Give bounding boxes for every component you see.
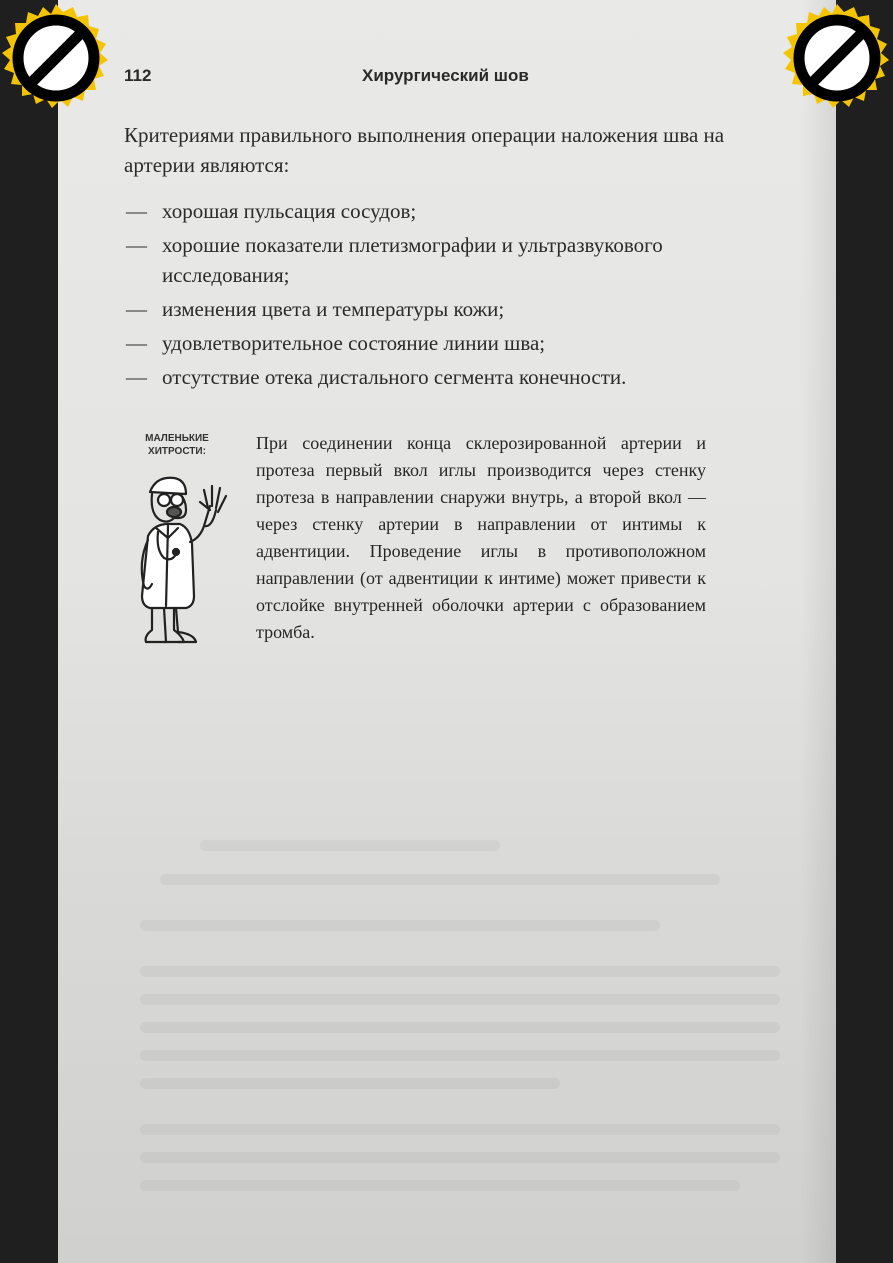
bullet-dash: — (126, 297, 147, 321)
bullet-dash: — (126, 233, 147, 257)
bullet-dash: — (126, 365, 147, 389)
list-item-text: хорошие показатели плетизмографии и ультразвукового исследования; (162, 233, 663, 287)
doctor-cartoon-icon (134, 466, 234, 656)
list-item-text: удовлетворительное состояние линии шва; (162, 331, 546, 355)
tip-label (132, 432, 222, 458)
bleed-through-texture (120, 780, 810, 1200)
list-item (124, 362, 774, 392)
running-header (124, 66, 764, 96)
list-item (124, 328, 774, 358)
bullet-dash: — (126, 199, 147, 223)
prohibition-sign-icon (0, 2, 112, 114)
bullet-dash: — (126, 331, 147, 355)
list-item-text: хорошая пульсация сосудов; (162, 199, 417, 223)
tip-paragraph: При соединении конца склерозированной артерии и протеза первый вкол иглы производится через стенку протеза в направлении снаружи внутрь, а второй вкол — через стенку артерии в направлении от интимы к адвентиции. Проведение иглы в противоположном направлении (от адвентиции к интиме) может привести к отслойке внутренней оболочки артерии с образованием тромба. (256, 433, 706, 642)
intro-paragraph: Критериями правильного выполнения операции наложения шва на артерии являются: (124, 123, 725, 177)
tip-label-line: МАЛЕНЬКИЕ (145, 433, 209, 444)
running-title: Хирургический шов (362, 66, 529, 85)
list-item (124, 294, 774, 324)
list-item-text: отсутствие отека дистального сегмента конечности. (162, 365, 627, 389)
prohibition-sign-icon (781, 2, 893, 114)
tip-label-line: ХИТРОСТИ: (148, 446, 206, 457)
list-item-text: изменения цвета и температуры кожи; (162, 297, 505, 321)
list-item (124, 196, 774, 226)
criteria-list (124, 196, 774, 396)
list-item (124, 230, 774, 290)
page-number: 112 (124, 66, 152, 85)
